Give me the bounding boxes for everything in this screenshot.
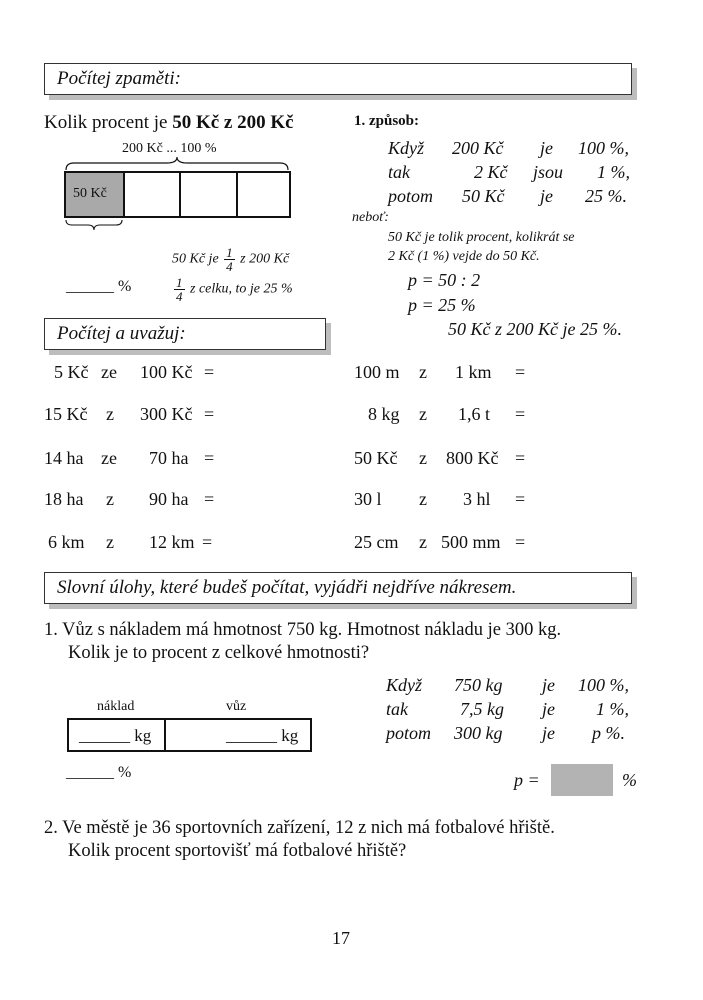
exercise-value: 300 Kč <box>140 404 193 424</box>
exercise-value: 800 Kč <box>446 448 499 468</box>
answer-blank-task-1[interactable]: ______ % <box>66 764 132 781</box>
exercise-operator: z <box>419 404 427 424</box>
model-bar <box>64 171 291 218</box>
header-pocitej-a-uvazuj <box>44 318 326 350</box>
method-cell: tak <box>388 162 410 182</box>
bar-divider <box>179 173 181 216</box>
bar-divider <box>164 720 166 750</box>
exercise-value: 25 cm <box>354 532 399 552</box>
exercise-operator: ze <box>101 448 117 468</box>
header-text: Slovní úlohy, které budeš počítat, vyjádři nejdříve nákresem. <box>57 577 517 598</box>
task-1-line-1: 1. Vůz s nákladem má hmotnost 750 kg. Hmotnost nákladu je 300 kg. <box>44 620 562 640</box>
bottom-brace <box>64 219 126 231</box>
method-cell: 100 %, <box>578 675 629 695</box>
fraction-line-2: $\frac{1}{4}$ z celku, to je 25 % <box>176 275 293 304</box>
explain-line-1: 50 Kč je tolik procent, kolikrát se <box>388 230 575 245</box>
exercise-equals: = <box>515 489 526 509</box>
task-1-line-2: Kolik je to procent z celkové hmotnosti? <box>68 643 370 663</box>
exercise-operator: z <box>106 404 114 424</box>
method-cell: potom <box>388 186 433 206</box>
exercise-operator: z <box>106 532 114 552</box>
method-cell: je <box>540 138 553 158</box>
method-cell: tak <box>386 699 408 719</box>
exercise-value: 14 ha <box>44 448 84 468</box>
method-cell: Když <box>388 138 424 158</box>
exercise-value: 90 ha <box>149 489 189 509</box>
exercise-value: 100 m <box>354 362 400 382</box>
exercise-value: 70 ha <box>149 448 189 468</box>
header-slovni-ulohy <box>44 572 632 604</box>
exercise-equals: = <box>204 362 215 382</box>
method-cell: jsou <box>533 162 564 182</box>
method-cell: 200 Kč <box>452 138 504 158</box>
exercise-equals: = <box>515 404 526 424</box>
method-cell: 750 kg <box>454 675 503 695</box>
exercise-value: 18 ha <box>44 489 84 509</box>
exercise-equals: = <box>515 362 526 382</box>
task-2-line-2: Kolik procent sportovišť má fotbalové hřiště? <box>68 841 407 861</box>
exercise-equals: = <box>204 448 215 468</box>
method-cell: 100 %, <box>578 138 629 158</box>
bar-divider <box>236 173 238 216</box>
fraction-line-1: 50 Kč je $\frac{1}{4}$ z 200 Kč <box>172 245 290 274</box>
answer-blank-1[interactable]: ______ % <box>66 278 132 295</box>
method-cell: 1 %, <box>597 162 630 182</box>
method-cell: je <box>542 723 555 743</box>
exercise-value: 100 Kč <box>140 362 193 382</box>
exercise-value: 6 km <box>48 532 85 552</box>
exercise-operator: z <box>419 362 427 382</box>
method-cell: 50 Kč <box>462 186 505 206</box>
exercise-value: 1 km <box>455 362 492 382</box>
exercise-equals: = <box>204 404 215 424</box>
method-cell: 25 %. <box>585 186 627 206</box>
p-unit: % <box>622 770 637 790</box>
exercise-equals: = <box>515 448 526 468</box>
method-title: 1. způsob: <box>354 113 420 129</box>
task-2-line-1: 2. Ve městě je 36 sportovních zařízení, 12 z nich má fotbalové hřiště. <box>44 818 555 838</box>
method-cell: je <box>540 186 553 206</box>
exercise-equals: = <box>204 489 215 509</box>
method-cell: p %. <box>592 723 625 743</box>
exercise-operator: z <box>419 532 427 552</box>
method-cell: 2 Kč <box>474 162 508 182</box>
exercise-value: 12 km <box>149 532 195 552</box>
exercise-operator: ze <box>101 362 117 382</box>
header-pocitej-zpameti <box>44 63 632 95</box>
conclusion: 50 Kč z 200 Kč je 25 %. <box>448 319 622 339</box>
exercise-value: 50 Kč <box>354 448 398 468</box>
explain-line-2: 2 Kč (1 %) vejde do 50 Kč. <box>388 249 540 264</box>
method-cell: potom <box>386 723 431 743</box>
method-cell: 1 %, <box>596 699 629 719</box>
shaded-label: 50 Kč <box>73 186 107 201</box>
exercise-operator: z <box>419 448 427 468</box>
method-cell: je <box>542 699 555 719</box>
equation-2: p = 25 % <box>408 295 476 315</box>
exercise-value: 3 hl <box>463 489 491 509</box>
exercise-value: 1,6 t <box>458 404 491 424</box>
p-answer-box[interactable] <box>551 764 613 796</box>
equation-1: p = 50 : 2 <box>408 270 481 290</box>
header-text: Počítej a uvažuj: <box>57 323 186 344</box>
question: Kolik procent je 50 Kč z 200 Kč <box>44 112 294 133</box>
bar-label-vuz: vůz <box>226 699 247 714</box>
bar-label-naklad: náklad <box>97 699 135 714</box>
exercise-value: 500 mm <box>441 532 501 552</box>
bar-cell-vuz[interactable]: ______ kg <box>226 726 299 745</box>
exercise-equals: = <box>202 532 213 552</box>
exercise-value: 5 Kč <box>54 362 89 382</box>
top-brace <box>64 156 290 172</box>
exercise-value: 8 kg <box>368 404 400 424</box>
bar-divider <box>123 173 125 216</box>
exercise-equals: = <box>515 532 526 552</box>
p-label: p = <box>514 770 540 790</box>
exercise-operator: z <box>419 489 427 509</box>
bar-cell-naklad[interactable]: ______ kg <box>79 726 152 745</box>
exercise-value: 30 l <box>354 489 382 509</box>
bar-top-label: 200 Kč ... 100 % <box>122 141 217 156</box>
method-cell: 7,5 kg <box>460 699 504 719</box>
task-1-bar <box>67 718 312 752</box>
fraction-one-quarter: $\frac{1}{4}$ <box>226 245 233 274</box>
page-number: 17 <box>332 928 350 948</box>
exercise-operator: z <box>106 489 114 509</box>
exercise-value: 15 Kč <box>44 404 88 424</box>
method-cell: je <box>542 675 555 695</box>
nebot-label: neboť: <box>352 210 389 225</box>
fraction-one-quarter: $\frac{1}{4}$ <box>176 275 183 304</box>
header-text: Počítej zpaměti: <box>57 68 181 89</box>
method-cell: 300 kg <box>454 723 503 743</box>
method-cell: Když <box>386 675 422 695</box>
